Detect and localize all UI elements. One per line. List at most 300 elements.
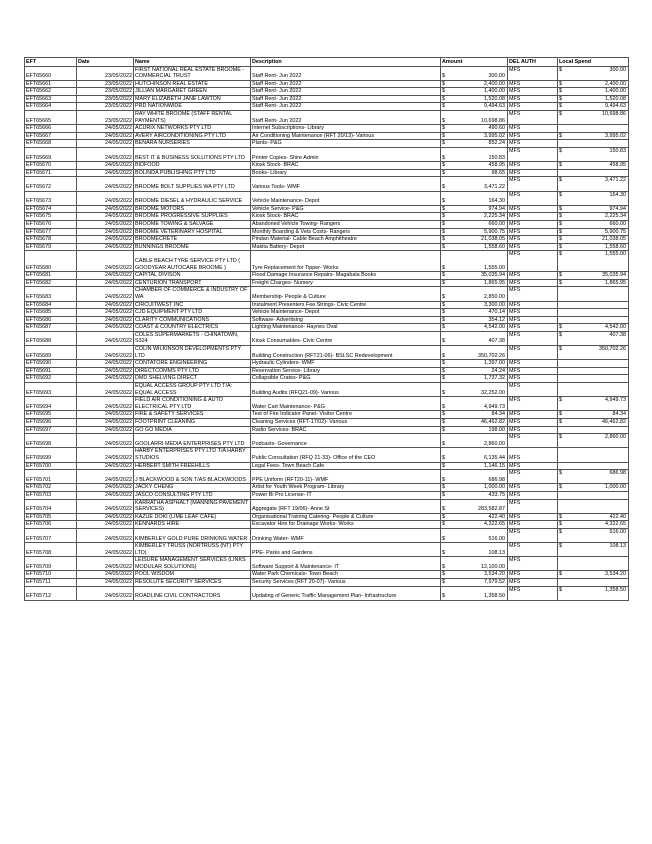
amount-value: 1,520.08 [484, 95, 505, 102]
del-auth: MFS [508, 571, 558, 579]
currency-symbol: $ [442, 338, 445, 345]
eft-number: EFT65684 [25, 301, 77, 309]
local-spend [558, 419, 629, 427]
amount-value: 433.75 [488, 491, 505, 498]
del-auth: MFS [508, 448, 558, 462]
local-spend [558, 426, 629, 434]
local-spend [558, 499, 629, 513]
eft-number: EFT65668 [25, 140, 77, 148]
table-row [25, 448, 629, 462]
del-auth: MFS [508, 191, 558, 205]
local-spend [558, 132, 629, 140]
currency-symbol: $ [442, 419, 445, 426]
payment-description: Flood Damage Insurance Repairs- Magabala Books [251, 272, 441, 280]
amount [441, 191, 508, 205]
amount [441, 470, 508, 484]
eft-number: EFT65704 [25, 499, 77, 513]
eft-number: EFT65667 [25, 132, 77, 140]
payee-name: KIMBERLEY TRUSS (NORTRUSS (NT) PTY LTD) [134, 543, 251, 557]
local-spend [558, 309, 629, 317]
table-row [25, 586, 629, 600]
payee-name: JASCO CONSULTING PTY LTD [134, 491, 251, 499]
payee-name: HARBY ENTERPRISES PTY LTD T/A HARBY STUDIOS [134, 448, 251, 462]
local-spend [558, 571, 629, 579]
payment-date: 24/05/2022 [77, 360, 134, 368]
table-row [25, 272, 629, 280]
local-spend [558, 301, 629, 309]
payee-name: BROOME MOTORS [134, 205, 251, 213]
local-spend [558, 557, 629, 571]
del-auth: MFS [508, 111, 558, 125]
payment-date: 24/05/2022 [77, 426, 134, 434]
table-row [25, 111, 629, 125]
amount [441, 499, 508, 513]
del-auth: MFS [508, 88, 558, 96]
amount [441, 66, 508, 80]
amount [441, 586, 508, 600]
del-auth: MFS [508, 316, 558, 324]
payment-description: Plants- P&G [251, 140, 441, 148]
payment-description: Membership- People & Culture [251, 287, 441, 301]
amount [441, 95, 508, 103]
del-auth: MFS [508, 220, 558, 228]
eft-number: EFT65689 [25, 346, 77, 360]
amount [441, 220, 508, 228]
payee-name: BUNNINGS BROOME [134, 243, 251, 251]
payment-date: 24/05/2022 [77, 528, 134, 542]
currency-symbol: $ [559, 571, 562, 578]
local-spend-value: 1,400.00 [605, 88, 626, 95]
local-spend [558, 397, 629, 411]
payment-description: Monthly Boarding & Vets Costs- Rangers [251, 228, 441, 236]
eft-number: EFT65682 [25, 279, 77, 287]
payee-name: GO GO MEDIA [134, 426, 251, 434]
amount [441, 205, 508, 213]
table-row [25, 346, 629, 360]
amount-value: 1,737.32 [484, 375, 505, 382]
local-spend [558, 148, 629, 162]
payment-description: Organisational Training Catering- People & Culture [251, 513, 441, 521]
payment-description: Vehicle Maintenance- Depot [251, 191, 441, 205]
currency-symbol: $ [559, 88, 562, 95]
amount [441, 571, 508, 579]
amount-value: 10,698.86 [481, 117, 505, 124]
payee-name: HERBERT SMITH FREEHILLS [134, 462, 251, 470]
amount [441, 148, 508, 162]
currency-symbol: $ [442, 301, 445, 308]
del-auth: MFS [508, 375, 558, 383]
local-spend [558, 331, 629, 345]
payment-date: 24/05/2022 [77, 543, 134, 557]
table-row [25, 360, 629, 368]
local-spend [558, 205, 629, 213]
payee-name: FIELD AIR CONDITIONING & AUTO ELECTRICAL PTY LTD [134, 397, 251, 411]
eft-number: EFT65692 [25, 375, 77, 383]
payment-date: 24/05/2022 [77, 571, 134, 579]
local-spend-value: 2,400.00 [605, 80, 626, 87]
eft-number: EFT65679 [25, 243, 77, 251]
payee-name: COLIN WILKINSON DEVELOPMENTS PTY LTD [134, 346, 251, 360]
currency-symbol: $ [442, 73, 445, 80]
table-row [25, 177, 629, 191]
payee-name: EQUAL ACCESS GROUP PTY LTD T/A: EQUAL ACCESS [134, 383, 251, 397]
payment-description: Power Bi Pro License- IT [251, 491, 441, 499]
currency-symbol: $ [442, 571, 445, 578]
currency-symbol: $ [442, 205, 445, 212]
currency-symbol: $ [442, 375, 445, 382]
payee-name: BROOME PROGRESSIVE SUPPLIES [134, 213, 251, 221]
local-spend [558, 111, 629, 125]
payment-description: Legal Fees- Town Beach Cafe [251, 462, 441, 470]
local-spend-value: 35,035.94 [602, 272, 626, 279]
payment-date: 23/05/2022 [77, 80, 134, 88]
payment-date: 24/05/2022 [77, 272, 134, 280]
table-row [25, 125, 629, 133]
currency-symbol: $ [442, 440, 445, 447]
payment-description: Staff Rent- Jun 2022 [251, 88, 441, 96]
del-auth: MFS [508, 272, 558, 280]
payment-description: Vehicle Service- P&G [251, 205, 441, 213]
currency-symbol: $ [442, 324, 445, 331]
amount [441, 513, 508, 521]
payment-date: 24/05/2022 [77, 243, 134, 251]
payment-description: Software- Advertising [251, 316, 441, 324]
payment-date: 24/05/2022 [77, 140, 134, 148]
table-row [25, 169, 629, 177]
currency-symbol: $ [559, 236, 562, 243]
payment-date: 24/05/2022 [77, 375, 134, 383]
currency-symbol: $ [559, 346, 562, 353]
payee-name: HUTCHINSON REAL ESTATE [134, 80, 251, 88]
currency-symbol: $ [442, 228, 445, 235]
currency-symbol: $ [559, 543, 562, 550]
payee-name: FOOTPRINT CLEANING [134, 419, 251, 427]
payment-description: Cleaning Services (RFT-17/02)- Various [251, 419, 441, 427]
eft-number: EFT65681 [25, 272, 77, 280]
local-spend-value: 150.83 [609, 148, 626, 155]
local-spend [558, 177, 629, 191]
payment-date: 24/05/2022 [77, 521, 134, 529]
local-spend [558, 491, 629, 499]
currency-symbol: $ [559, 95, 562, 102]
payee-name: KARRATHA ASPHALT (MANNING PAVEMENT SERVICES) [134, 499, 251, 513]
eft-number: EFT65695 [25, 411, 77, 419]
payment-description: Podcasts- Governance [251, 434, 441, 448]
currency-symbol: $ [559, 251, 562, 258]
payment-description: Staff Rent- Jun 2022 [251, 95, 441, 103]
payment-description: PPE- Parks and Gardens [251, 543, 441, 557]
local-spend [558, 243, 629, 251]
eft-number: EFT65701 [25, 470, 77, 484]
currency-symbol: $ [559, 111, 562, 118]
amount [441, 462, 508, 470]
local-spend-value: 1,558.60 [605, 243, 626, 250]
amount-value: 974.94 [488, 205, 505, 212]
table-row [25, 434, 629, 448]
table-row [25, 191, 629, 205]
header-name: Name [134, 58, 251, 67]
payment-description: Kiosk Consumables- Civic Centre [251, 331, 441, 345]
amount-value: 1,358.50 [484, 593, 505, 600]
local-spend [558, 586, 629, 600]
currency-symbol: $ [442, 535, 445, 542]
currency-symbol: $ [559, 66, 562, 73]
payment-date: 24/05/2022 [77, 309, 134, 317]
del-auth: MFS [508, 543, 558, 557]
payment-date: 24/05/2022 [77, 411, 134, 419]
local-spend-value: 9,494.63 [605, 103, 626, 110]
payment-date: 24/05/2022 [77, 287, 134, 301]
amount [441, 484, 508, 492]
del-auth: MFS [508, 360, 558, 368]
currency-symbol: $ [442, 220, 445, 227]
amount-value: 300.00 [488, 73, 505, 80]
payment-date: 24/05/2022 [77, 125, 134, 133]
currency-symbol: $ [442, 103, 445, 110]
amount [441, 448, 508, 462]
del-auth: MFS [508, 132, 558, 140]
payment-date: 24/05/2022 [77, 213, 134, 221]
amount-value: 852.24 [488, 140, 505, 147]
amount-value: 458.95 [488, 162, 505, 169]
eft-number: EFT65708 [25, 543, 77, 557]
payment-description: Water Park Chemicals- Town Beach [251, 571, 441, 579]
amount [441, 236, 508, 244]
amount-value: 12,100.00 [481, 563, 505, 570]
eft-number: EFT65672 [25, 177, 77, 191]
del-auth: MFS [508, 434, 558, 448]
payment-description: Vehicle Maintenance- Depot [251, 309, 441, 317]
amount-value: 6,135.44 [484, 454, 505, 461]
local-spend [558, 528, 629, 542]
currency-symbol: $ [559, 521, 562, 528]
currency-symbol: $ [442, 521, 445, 528]
amount [441, 557, 508, 571]
currency-symbol: $ [442, 140, 445, 147]
amount-value: 35,035.94 [481, 272, 505, 279]
payee-name: KIMBERLEY GOLD PURE DRINKING WATER [134, 528, 251, 542]
local-spend-value: 1,358.50 [605, 586, 626, 593]
payment-date: 24/05/2022 [77, 251, 134, 272]
amount-value: 660.00 [488, 220, 505, 227]
local-spend [558, 462, 629, 470]
currency-symbol: $ [559, 279, 562, 286]
amount [441, 243, 508, 251]
payment-description: Artist for Youth Week Program- Library [251, 484, 441, 492]
amount-value: 164.30 [488, 198, 505, 205]
currency-symbol: $ [559, 162, 562, 169]
eft-number: EFT65700 [25, 462, 77, 470]
amount-value: 3,995.02 [484, 132, 505, 139]
amount [441, 521, 508, 529]
local-spend [558, 95, 629, 103]
payment-date: 24/05/2022 [77, 586, 134, 600]
amount [441, 88, 508, 96]
payment-description: Staff Rent- Jun 2022 [251, 66, 441, 80]
payment-date: 24/05/2022 [77, 301, 134, 309]
table-row [25, 383, 629, 397]
amount [441, 434, 508, 448]
del-auth: MFS [508, 397, 558, 411]
table-row [25, 375, 629, 383]
payee-name: GOOLARRI MEDIA ENTERPRISES PTY LTD [134, 434, 251, 448]
amount [441, 528, 508, 542]
currency-symbol: $ [442, 154, 445, 161]
currency-symbol: $ [442, 184, 445, 190]
payment-date: 24/05/2022 [77, 397, 134, 411]
del-auth: MFS [508, 80, 558, 88]
currency-symbol: $ [559, 80, 562, 87]
payment-date: 24/05/2022 [77, 191, 134, 205]
table-row [25, 557, 629, 571]
payee-name: J BLACKWOOD & SON T/AS BLACKWOODS [134, 470, 251, 484]
amount-value: 350,702.26 [478, 352, 505, 359]
payment-description: Tyre Replacement for Tipper- Works [251, 251, 441, 272]
del-auth: MFS [508, 125, 558, 133]
payment-date: 24/05/2022 [77, 499, 134, 513]
local-spend [558, 236, 629, 244]
local-spend-value: 164.30 [609, 191, 626, 198]
payee-name: BIDFOOD [134, 162, 251, 170]
eft-number: EFT65670 [25, 162, 77, 170]
header-row [25, 58, 629, 67]
payment-description: Staff Rent- Jun 2022 [251, 103, 441, 111]
payment-date: 24/05/2022 [77, 484, 134, 492]
table-row [25, 579, 629, 587]
currency-symbol: $ [559, 528, 562, 535]
amount-value: 516.00 [488, 535, 505, 542]
amount [441, 279, 508, 287]
amount-value: 21,038.05 [481, 236, 505, 243]
del-auth: MFS [508, 491, 558, 499]
del-auth: MFS [508, 499, 558, 513]
currency-symbol: $ [442, 476, 445, 483]
currency-symbol: $ [442, 169, 445, 176]
payee-name: ACURIX NETWORKS PTY LTD [134, 125, 251, 133]
amount [441, 316, 508, 324]
amount-value: 7,979.52 [484, 579, 505, 586]
local-spend [558, 367, 629, 375]
del-auth: MFS [508, 301, 558, 309]
local-spend-value: 516.00 [609, 528, 626, 535]
local-spend [558, 103, 629, 111]
eft-number: EFT65702 [25, 484, 77, 492]
table-row [25, 513, 629, 521]
currency-symbol: $ [559, 220, 562, 227]
payment-description: Updating of Generic Traffic Management Plan- Infrastructure [251, 586, 441, 600]
eft-number: EFT65703 [25, 491, 77, 499]
currency-symbol: $ [442, 360, 445, 367]
payment-date: 24/05/2022 [77, 448, 134, 462]
table-row [25, 484, 629, 492]
payee-name: CABLE BEACH TYRE SERVICE PTY LTD ( GOODYEAR AUTOCARE BROOME ) [134, 251, 251, 272]
currency-symbol: $ [442, 411, 445, 418]
payee-name: BROOME BOLT SUPPLIES WA PTY LTD [134, 177, 251, 191]
del-auth: MFS [508, 462, 558, 470]
eft-number: EFT65693 [25, 383, 77, 397]
payee-name: CIRCUITWEST INC [134, 301, 251, 309]
currency-symbol: $ [559, 272, 562, 279]
amount [441, 287, 508, 301]
del-auth: MFS [508, 243, 558, 251]
payment-description: Aggregate (RFT 19/06)- Anne St [251, 499, 441, 513]
currency-symbol: $ [442, 162, 445, 169]
eft-number: EFT65694 [25, 397, 77, 411]
payment-description: Public Consultation (RFQ 21-33)- Office of the CEO [251, 448, 441, 462]
payment-date: 24/05/2022 [77, 579, 134, 587]
payment-description: Lighting Maintenance- Haynes Oval [251, 324, 441, 332]
currency-symbol: $ [442, 213, 445, 220]
payee-name: LEISURE MANAGEMENT SERVICES (LINKS MODULAR SOLUTIONS) [134, 557, 251, 571]
payee-name: COLES SUPERMARKETS - CHINATOWN, S324 [134, 331, 251, 345]
payment-date: 24/05/2022 [77, 236, 134, 244]
payments-table [24, 57, 629, 601]
local-spend [558, 346, 629, 360]
eft-number: EFT65688 [25, 331, 77, 345]
header-local-spend: Local Spend [558, 58, 629, 67]
currency-symbol: $ [559, 411, 562, 418]
payment-date: 24/05/2022 [77, 434, 134, 448]
payment-date: 24/05/2022 [77, 419, 134, 427]
amount-value: 422.40 [488, 513, 505, 520]
amount [441, 543, 508, 557]
del-auth: MFS [508, 213, 558, 221]
table-row [25, 66, 629, 80]
payment-description: Air Conditioning Maintenance (RFT 20/13)- Various [251, 132, 441, 140]
amount [441, 375, 508, 383]
del-auth: MFS [508, 66, 558, 80]
payment-date: 24/05/2022 [77, 205, 134, 213]
del-auth: MFS [508, 383, 558, 397]
del-auth: MFS [508, 528, 558, 542]
payment-date: 24/05/2022 [77, 228, 134, 236]
local-spend-value: 686.98 [609, 470, 626, 477]
local-spend [558, 383, 629, 397]
amount-value: 3,300.00 [484, 301, 505, 308]
currency-symbol: $ [442, 549, 445, 556]
amount [441, 169, 508, 177]
local-spend-value: 46,462.82 [602, 419, 626, 426]
local-spend-value: 10,698.86 [602, 111, 626, 118]
payment-description: Water Cart Maintenance- P&G [251, 397, 441, 411]
table-row [25, 301, 629, 309]
amount-value: 354.12 [488, 316, 505, 323]
payments-sheet [24, 57, 628, 601]
table-row [25, 309, 629, 317]
payee-name: FIRE & SAFETY SERVICES [134, 411, 251, 419]
local-spend [558, 169, 629, 177]
amount [441, 367, 508, 375]
local-spend-value: 3,995.02 [605, 132, 626, 139]
payee-name: CJD EQUIPMENT PTY LTD [134, 309, 251, 317]
amount-value: 2,400.00 [484, 80, 505, 87]
payment-date: 24/05/2022 [77, 148, 134, 162]
payment-description: Internet Subscriptions- Library [251, 125, 441, 133]
local-spend [558, 360, 629, 368]
amount [441, 426, 508, 434]
amount [441, 125, 508, 133]
payee-name: BROOMECRETE [134, 236, 251, 244]
payment-description: Abandoned Vehicle Towing- Rangers [251, 220, 441, 228]
currency-symbol: $ [559, 177, 562, 184]
amount-value: 108.13 [488, 549, 505, 556]
amount-value: 407.38 [488, 338, 505, 345]
amount-value: 1,555.00 [484, 264, 505, 271]
amount-value: 2,850.00 [484, 293, 505, 300]
local-spend [558, 88, 629, 96]
amount [441, 579, 508, 587]
payee-name: BROOME DIESEL & HYDRAULIC SERVICE [134, 191, 251, 205]
